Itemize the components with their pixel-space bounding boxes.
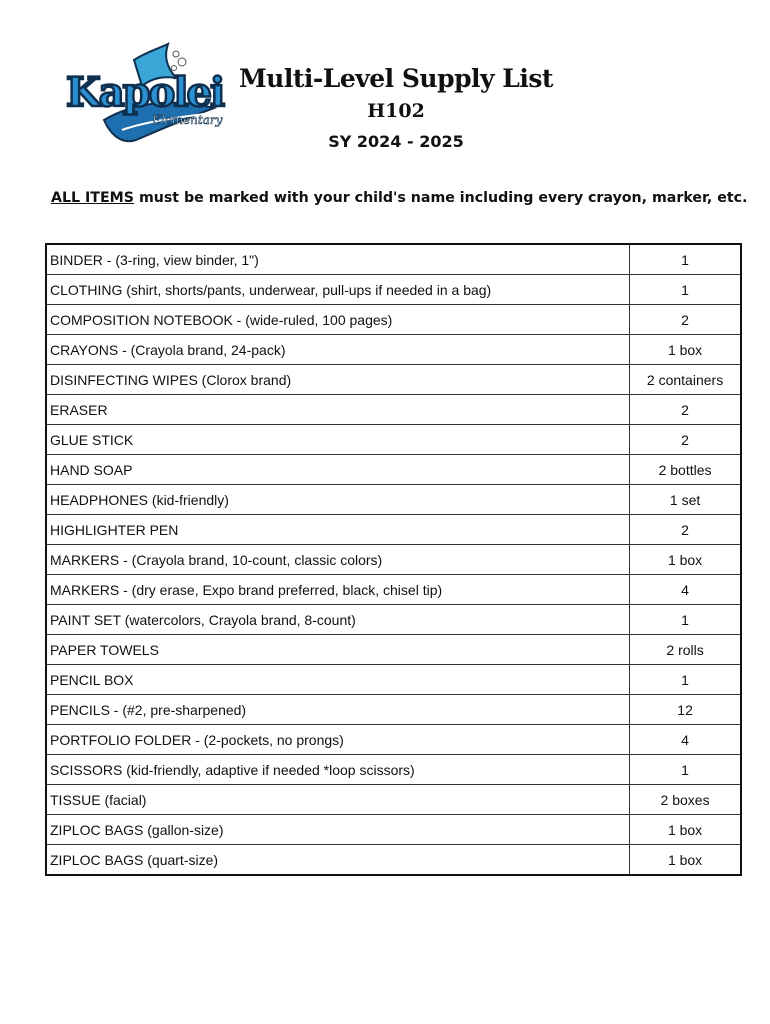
supply-quantity: 2	[630, 395, 741, 425]
supply-item: PAPER TOWELS	[46, 635, 630, 665]
supply-quantity: 2 rolls	[630, 635, 741, 665]
supply-item: CLOTHING (shirt, shorts/pants, underwear, pull-ups if needed in a bag)	[46, 275, 630, 305]
table-row	[46, 695, 741, 725]
supply-table	[45, 243, 742, 876]
supply-quantity: 2	[630, 425, 741, 455]
supply-item: ZIPLOC BAGS (quart-size)	[46, 845, 630, 876]
supply-item: CRAYONS - (Crayola brand, 24-pack)	[46, 335, 630, 365]
table-row	[46, 395, 741, 425]
table-row	[46, 455, 741, 485]
supply-item: PENCIL BOX	[46, 665, 630, 695]
supply-quantity: 1 box	[630, 815, 741, 845]
room-number: H102	[367, 100, 425, 122]
supply-quantity: 1 box	[630, 335, 741, 365]
table-row	[46, 605, 741, 635]
supply-quantity: 1	[630, 244, 741, 275]
table-row	[46, 815, 741, 845]
supply-quantity: 4	[630, 575, 741, 605]
supply-item: PENCILS - (#2, pre-sharpened)	[46, 695, 630, 725]
supply-item: DISINFECTING WIPES (Clorox brand)	[46, 365, 630, 395]
supply-item: BINDER - (3-ring, view binder, 1")	[46, 244, 630, 275]
supply-item: SCISSORS (kid-friendly, adaptive if needed *loop scissors)	[46, 755, 630, 785]
table-row	[46, 425, 741, 455]
table-row	[46, 725, 741, 755]
supply-quantity: 1 box	[630, 845, 741, 876]
supply-quantity: 2	[630, 515, 741, 545]
table-row	[46, 755, 741, 785]
supply-item: ZIPLOC BAGS (gallon-size)	[46, 815, 630, 845]
logo-wordmark: Kapolei	[66, 69, 224, 116]
supply-quantity: 1	[630, 665, 741, 695]
supply-quantity: 2 containers	[630, 365, 741, 395]
notice-text: must be marked with your child's name including every crayon, marker, etc.	[134, 190, 748, 206]
table-row	[46, 665, 741, 695]
table-row	[46, 575, 741, 605]
supply-quantity: 1	[630, 755, 741, 785]
school-year: SY 2024 - 2025	[328, 132, 464, 151]
supply-quantity: 4	[630, 725, 741, 755]
table-row	[46, 515, 741, 545]
supply-item: MARKERS - (Crayola brand, 10-count, classic colors)	[46, 545, 630, 575]
table-row	[46, 244, 741, 275]
supply-quantity: 1	[630, 605, 741, 635]
labeling-notice	[51, 190, 751, 206]
page-title: Multi-Level Supply List	[238, 64, 553, 93]
table-row	[46, 635, 741, 665]
table-row	[46, 275, 741, 305]
supply-quantity: 2 boxes	[630, 785, 741, 815]
supply-item: PAINT SET (watercolors, Crayola brand, 8-count)	[46, 605, 630, 635]
supply-item: ERASER	[46, 395, 630, 425]
supply-item: HIGHLIGHTER PEN	[46, 515, 630, 545]
supply-quantity: 2 bottles	[630, 455, 741, 485]
supply-quantity: 1	[630, 275, 741, 305]
school-logo	[64, 42, 232, 152]
table-row	[46, 785, 741, 815]
table-row	[46, 545, 741, 575]
table-row	[46, 305, 741, 335]
supply-quantity: 1 box	[630, 545, 741, 575]
supply-item: COMPOSITION NOTEBOOK - (wide-ruled, 100 pages)	[46, 305, 630, 335]
table-row	[46, 845, 741, 876]
supply-item: MARKERS - (dry erase, Expo brand preferred, black, chisel tip)	[46, 575, 630, 605]
supply-item: GLUE STICK	[46, 425, 630, 455]
supply-item: PORTFOLIO FOLDER - (2-pockets, no prongs)	[46, 725, 630, 755]
notice-emphasis: ALL ITEMS	[51, 190, 134, 206]
supply-item: TISSUE (facial)	[46, 785, 630, 815]
table-row	[46, 485, 741, 515]
supply-item: HEADPHONES (kid-friendly)	[46, 485, 630, 515]
table-row	[46, 335, 741, 365]
supply-quantity: 2	[630, 305, 741, 335]
logo-subtext: Elementary	[152, 113, 223, 127]
table-row	[46, 365, 741, 395]
supply-quantity: 1 set	[630, 485, 741, 515]
supply-item: HAND SOAP	[46, 455, 630, 485]
supply-quantity: 12	[630, 695, 741, 725]
